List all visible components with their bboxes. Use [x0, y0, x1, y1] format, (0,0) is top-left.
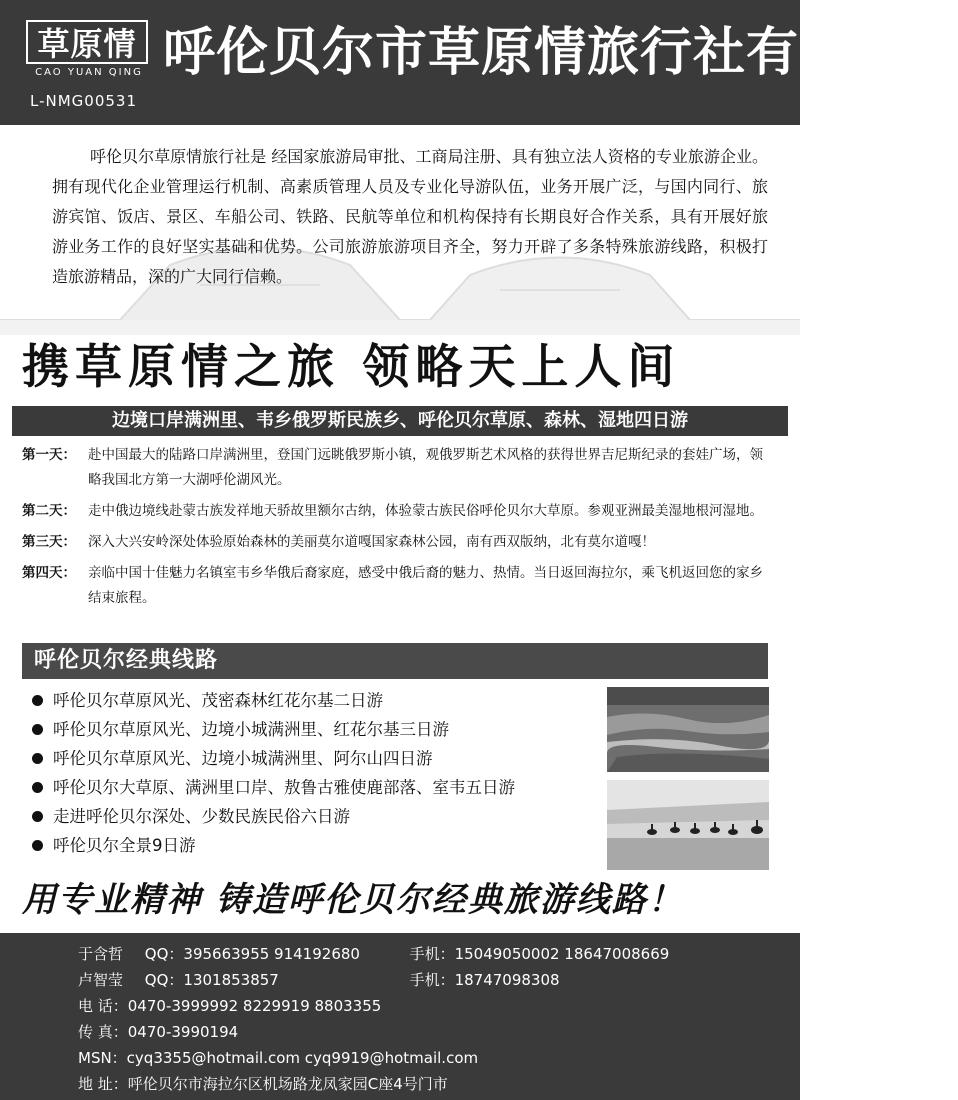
- day-label: 第四天：: [22, 565, 76, 581]
- contact-name: 于含哲: [78, 945, 124, 963]
- list-item: [32, 831, 602, 860]
- day-label: 第一天：: [22, 447, 76, 463]
- routes-list: [32, 686, 602, 860]
- license-number: L-NMG00531: [30, 92, 138, 110]
- horse-riders-photo: [607, 780, 769, 870]
- day-text: 走中俄边境线赴蒙古族发祥地天骄故里额尔古纳，体验蒙古族民俗呼伦贝尔大草原。参观亚洲最美湿地根河湿地。: [88, 503, 763, 519]
- itinerary-day-2: [22, 499, 774, 524]
- logo-text: 草原情: [37, 25, 137, 63]
- bullet-icon: [32, 840, 43, 851]
- bullet-icon: [32, 695, 43, 706]
- msn-row: MSN：cyq3355@hotmail.com cyq9919@hotmail.com: [78, 1049, 479, 1067]
- header: [0, 0, 958, 125]
- logo-subtext: CAO YUAN QING: [35, 67, 143, 78]
- motto: 用专业精神 铸造呼伦贝尔经典旅游线路！: [22, 880, 684, 920]
- itinerary-day-1: [22, 443, 774, 493]
- day-label: 第二天：: [22, 503, 76, 519]
- contact-row-2: [78, 969, 560, 991]
- contact-qq: QQ：1301853857: [144, 971, 279, 989]
- address-row: 地 址：呼伦贝尔市海拉尔区机场路龙凤家园C座4号门市: [78, 1075, 448, 1093]
- bullet-icon: [32, 753, 43, 764]
- contact-qq: QQ：395663955 914192680: [144, 945, 360, 963]
- bullet-icon: [32, 811, 43, 822]
- day-label: 第三天：: [22, 534, 76, 550]
- tour-banner: 边境口岸满洲里、韦乡俄罗斯民族乡、呼伦贝尔草原、森林、湿地四日游: [12, 406, 788, 436]
- contact-mobile: 手机：18747098308: [409, 971, 560, 989]
- day-text: 深入大兴安岭深处体验原始森林的美丽莫尔道嘎国家森林公园，南有西双版纳，北有莫尔道嘎！: [88, 534, 655, 550]
- grassland-photo: [607, 687, 769, 772]
- route-label: 呼伦贝尔全景9日游: [53, 836, 196, 855]
- route-label: 呼伦贝尔草原风光、边境小城满洲里、红花尔基三日游: [53, 720, 449, 739]
- route-label: 呼伦贝尔草原风光、边境小城满洲里、阿尔山四日游: [53, 749, 433, 768]
- route-label: 呼伦贝尔草原风光、茂密森林红花尔基二日游: [53, 691, 383, 710]
- slogan: 携草原情之旅 领略天上人间: [22, 340, 681, 395]
- routes-title: 呼伦贝尔经典线路: [22, 643, 768, 679]
- day-text: 亲临中国十佳魅力名镇室韦乡华俄后裔家庭，感受中俄后裔的魅力、热情。当日返回海拉尔，乘飞机返回您的家乡结束旅程。: [88, 565, 763, 606]
- list-item: [32, 744, 602, 773]
- list-item: [32, 686, 602, 715]
- phone-row: 电 话：0470-3999992 8229919 8803355: [78, 997, 382, 1015]
- bullet-icon: [32, 724, 43, 735]
- list-item: [32, 715, 602, 744]
- fax-row: 传 真：0470-3990194: [78, 1023, 239, 1041]
- list-item: [32, 773, 602, 802]
- contact-mobile: 手机：15049050002 18647008669: [409, 945, 670, 963]
- itinerary-day-4: [22, 561, 774, 611]
- logo: [26, 20, 148, 64]
- day-text: 赴中国最大的陆路口岸满洲里，登国门远眺俄罗斯小镇，观俄罗斯艺术风格的获得世界吉尼斯纪录的套娃广场，领略我国北方第一大湖呼伦湖风光。: [88, 447, 763, 488]
- list-item: [32, 802, 602, 831]
- itinerary: [22, 443, 774, 617]
- route-label: 走进呼伦贝尔深处、少数民族民俗六日游: [53, 807, 350, 826]
- route-label: 呼伦贝尔大草原、满洲里口岸、敖鲁古雅使鹿部落、室韦五日游: [53, 778, 515, 797]
- contact-name: 卢智莹: [78, 971, 124, 989]
- itinerary-day-3: [22, 530, 774, 555]
- company-intro: 呼伦贝尔草原情旅行社是 经国家旅游局审批、工商局注册、具有独立法人资格的专业旅游企业。拥有现代化企业管理运行机制、高素质管理人员及专业化导游队伍，业务开展广泛，与国内同行、旅游宾馆、饭店、景区、车船公司、铁路、民航等单位和机构保持有长期良好合作关系，具有开展好旅游业务工作的良好坚实基础和优势。公司旅游旅游项目齐全，努力开辟了多条特殊旅游线路，积极打造旅游精品，深的广大同行信赖。: [52, 147, 768, 286]
- contact-row-1: [78, 943, 669, 965]
- contact-footer: [0, 933, 800, 1100]
- company-name: 呼伦贝尔市草原情旅行社有限公司: [163, 23, 958, 83]
- bullet-icon: [32, 782, 43, 793]
